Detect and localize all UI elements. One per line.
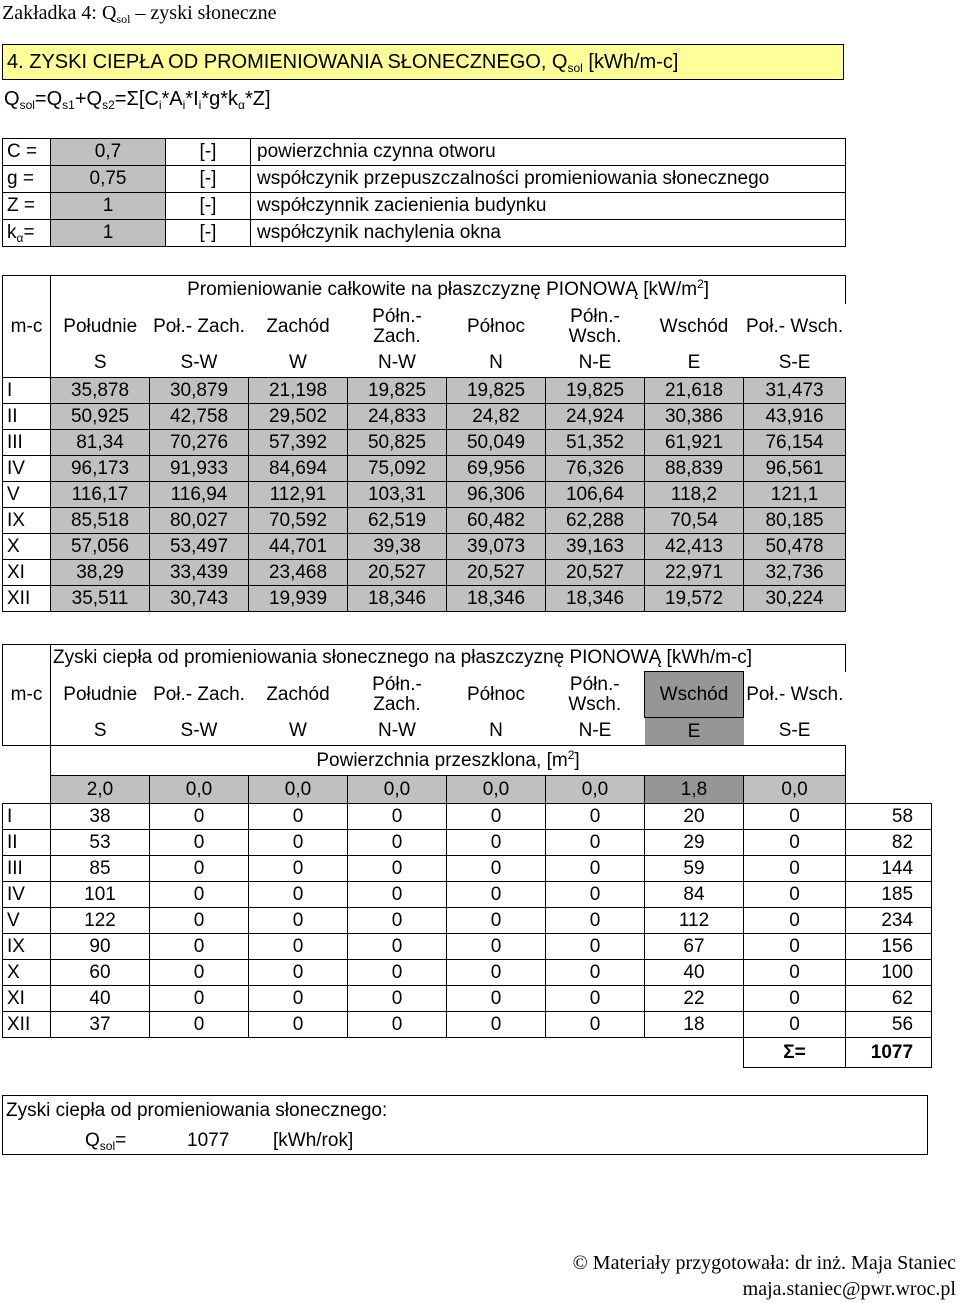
radiation-row (3, 456, 846, 482)
gain-value: 22 (645, 986, 744, 1012)
tab-title: Zakładka 4: $Q_{sol}$ – zyski słoneczne (2, 2, 277, 26)
radiation-value: 30,743 (150, 586, 249, 612)
radiation-value: 33,439 (150, 560, 249, 586)
gain-value: 0 (744, 986, 846, 1012)
direction-header: Zachód (266, 683, 330, 705)
direction-row (3, 672, 932, 718)
month-label: II (3, 404, 51, 430)
direction-header: Poł.- Zach. (153, 683, 245, 705)
param-symbol: C = (3, 139, 51, 166)
gain-total: 100 (846, 960, 932, 986)
gain-total: 62 (846, 986, 932, 1012)
radiation-value: 39,073 (447, 534, 546, 560)
radiation-value: 80,185 (744, 508, 846, 534)
direction-code: N (447, 718, 546, 746)
direction-row (3, 304, 846, 350)
month-label: I (3, 378, 51, 404)
gain-value: 59 (645, 856, 744, 882)
radiation-value: 35,511 (51, 586, 150, 612)
param-description: współczynnik zacienienia budynku (251, 193, 846, 220)
gain-value: 0 (546, 960, 645, 986)
gain-value: 101 (51, 882, 150, 908)
param-value: 0,75 (51, 166, 166, 193)
gain-value: 40 (645, 960, 744, 986)
radiation-value: 19,825 (447, 378, 546, 404)
param-description: współczynik nachylenia okna (251, 220, 846, 247)
gain-value: 0 (150, 908, 249, 934)
radiation-value: 38,29 (51, 560, 150, 586)
radiation-value: 19,825 (546, 378, 645, 404)
direction-code: N-W (348, 350, 447, 378)
gains-row (3, 882, 932, 908)
gain-value: 0 (744, 908, 846, 934)
blank-cell (150, 1038, 249, 1068)
gain-value: 18 (645, 1012, 744, 1038)
param-unit: [-] (166, 166, 251, 193)
gain-value: 0 (744, 856, 846, 882)
gain-value: 0 (546, 830, 645, 856)
blank-cell (3, 1038, 51, 1068)
blank-cell (348, 1038, 447, 1068)
direction-code: W (249, 350, 348, 378)
radiation-value: 19,572 (645, 586, 744, 612)
gain-value: 0 (546, 804, 645, 830)
direction-header: Północ (466, 683, 526, 705)
radiation-value: 84,694 (249, 456, 348, 482)
radiation-value: 70,276 (150, 430, 249, 456)
gain-value: 0 (150, 856, 249, 882)
gain-value: 0 (249, 1012, 348, 1038)
direction-code: S-E (744, 350, 846, 378)
radiation-value: 112,91 (249, 482, 348, 508)
radiation-value: 76,326 (546, 456, 645, 482)
direction-header: Półn.- Zach. (372, 673, 422, 715)
month-label: II (3, 830, 51, 856)
radiation-value: 42,413 (645, 534, 744, 560)
direction-code: N-E (546, 350, 645, 378)
direction-code: N-E (546, 718, 645, 746)
gain-value: 0 (150, 830, 249, 856)
param-unit: [-] (166, 220, 251, 247)
direction-header: Południe (63, 315, 138, 337)
radiation-value: 103,31 (348, 482, 447, 508)
month-label: IX (3, 508, 51, 534)
section-title: 4. ZYSKI CIEPŁA OD PROMIENIOWANIA SŁONECZNEGO, $Q_{sol}$ [kWh/m-c] (2, 44, 844, 80)
direction-code: E (645, 718, 744, 746)
gain-value: 0 (150, 986, 249, 1012)
param-row (3, 193, 846, 220)
gains-row (3, 856, 932, 882)
gain-value: 53 (51, 830, 150, 856)
radiation-value: 19,939 (249, 586, 348, 612)
code-row (3, 350, 846, 378)
direction-code: S (51, 350, 150, 378)
radiation-value: 39,38 (348, 534, 447, 560)
radiation-value: 96,561 (744, 456, 846, 482)
param-value: 1 (51, 193, 166, 220)
radiation-value: 116,17 (51, 482, 150, 508)
direction-code: W (249, 718, 348, 746)
radiation-value: 50,049 (447, 430, 546, 456)
gain-value: 0 (744, 882, 846, 908)
blank-cell (846, 746, 932, 776)
gain-total: 56 (846, 1012, 932, 1038)
radiation-value: 24,924 (546, 404, 645, 430)
gain-value: 0 (447, 882, 546, 908)
radiation-value: 53,497 (150, 534, 249, 560)
gain-value: 0 (546, 986, 645, 1012)
gain-value: 40 (51, 986, 150, 1012)
area-value: 0,0 (150, 776, 249, 804)
radiation-value: 18,346 (447, 586, 546, 612)
param-symbol: Z = (3, 193, 51, 220)
month-label: V (3, 482, 51, 508)
gain-value: 0 (447, 856, 546, 882)
blank-cell (846, 672, 932, 718)
blank-cell (249, 1038, 348, 1068)
formula: $Q_{sol}=Q_{s1}+Q_{s2}=\Sigma[C_i*A_i*I_i*g*k_\alpha*Z]$ (4, 88, 271, 112)
gain-value: 0 (447, 804, 546, 830)
gain-value: 0 (744, 830, 846, 856)
param-symbol: $k_\alpha=$ (3, 220, 51, 247)
gain-value: 0 (447, 830, 546, 856)
gain-value: 0 (447, 960, 546, 986)
month-label: XII (3, 586, 51, 612)
radiation-value: 42,758 (150, 404, 249, 430)
radiation-row (3, 508, 846, 534)
param-description: powierzchnia czynna otworu (251, 139, 846, 166)
radiation-value: 96,306 (447, 482, 546, 508)
gain-value: 0 (744, 960, 846, 986)
gain-value: 0 (447, 934, 546, 960)
sum-label: Σ= (744, 1038, 846, 1068)
gain-value: 0 (546, 934, 645, 960)
direction-header: Północ (466, 315, 526, 337)
radiation-value: 32,736 (744, 560, 846, 586)
gain-value: 0 (348, 908, 447, 934)
gain-value: 0 (348, 804, 447, 830)
radiation-title-row (3, 276, 846, 304)
month-label: V (3, 908, 51, 934)
area-value: 0,0 (348, 776, 447, 804)
month-label: X (3, 960, 51, 986)
sum-value: 1077 (846, 1038, 932, 1068)
radiation-title: Promieniowanie całkowite na płaszczyznę PIONOWĄ $[kW/m^2]$ (51, 276, 846, 304)
radiation-value: 70,54 (645, 508, 744, 534)
param-value: 1 (51, 220, 166, 247)
gain-value: 0 (150, 882, 249, 908)
direction-header: Poł.- Wsch. (745, 315, 844, 337)
summary-unit: [kWh/rok] (273, 1130, 354, 1151)
direction-code: E (645, 350, 744, 378)
footer-author: © Materiały przygotowała: dr inż. Maja Staniec (572, 1252, 956, 1274)
direction-header: Zachód (266, 315, 330, 337)
gain-value: 0 (546, 908, 645, 934)
gain-value: 0 (150, 1012, 249, 1038)
param-unit: [-] (166, 193, 251, 220)
month-label: X (3, 534, 51, 560)
gain-value: 0 (447, 986, 546, 1012)
gain-value: 0 (546, 856, 645, 882)
blank-cell (546, 1038, 645, 1068)
radiation-value: 35,878 (51, 378, 150, 404)
month-label: IX (3, 934, 51, 960)
direction-code: N (447, 350, 546, 378)
gain-value: 0 (249, 804, 348, 830)
gain-value: 0 (348, 882, 447, 908)
summary-q-label: $Q_{sol}=$ (85, 1130, 127, 1153)
radiation-value: 39,163 (546, 534, 645, 560)
param-row (3, 139, 846, 166)
radiation-value: 69,956 (447, 456, 546, 482)
radiation-value: 116,94 (150, 482, 249, 508)
area-value: 0,0 (744, 776, 846, 804)
radiation-value: 18,346 (546, 586, 645, 612)
gain-value: 0 (249, 882, 348, 908)
gains-row (3, 960, 932, 986)
summary-value: 1077 (187, 1130, 230, 1151)
radiation-row (3, 482, 846, 508)
param-symbol: g = (3, 166, 51, 193)
gain-value: 0 (447, 908, 546, 934)
gains-row (3, 830, 932, 856)
radiation-value: 62,519 (348, 508, 447, 534)
gain-value: 20 (645, 804, 744, 830)
gain-total: 82 (846, 830, 932, 856)
area-value: 0,0 (546, 776, 645, 804)
radiation-value: 60,482 (447, 508, 546, 534)
gain-value: 0 (150, 960, 249, 986)
radiation-row (3, 378, 846, 404)
radiation-value: 18,346 (348, 586, 447, 612)
radiation-value: 81,34 (51, 430, 150, 456)
gain-value: 0 (348, 856, 447, 882)
code-row (3, 718, 932, 746)
blank-cell (846, 718, 932, 746)
gains-row (3, 986, 932, 1012)
radiation-row (3, 586, 846, 612)
area-value: 1,8 (645, 776, 744, 804)
month-label: IV (3, 882, 51, 908)
radiation-value: 22,971 (645, 560, 744, 586)
radiation-row (3, 534, 846, 560)
radiation-value: 121,1 (744, 482, 846, 508)
radiation-value: 30,224 (744, 586, 846, 612)
radiation-value: 20,527 (447, 560, 546, 586)
area-value: 0,0 (249, 776, 348, 804)
gain-value: 0 (744, 1012, 846, 1038)
radiation-value: 50,925 (51, 404, 150, 430)
gain-value: 0 (249, 830, 348, 856)
gain-value: 60 (51, 960, 150, 986)
blank-cell (3, 776, 51, 804)
month-label: XI (3, 986, 51, 1012)
radiation-value: 88,839 (645, 456, 744, 482)
gain-value: 122 (51, 908, 150, 934)
gain-value: 37 (51, 1012, 150, 1038)
gains-title: Zyski ciepła od promieniowania słonecznego na płaszczyznę PIONOWĄ [kWh/m-c] (51, 645, 846, 672)
gain-value: 84 (645, 882, 744, 908)
direction-code: N-W (348, 718, 447, 746)
area-value: 0,0 (447, 776, 546, 804)
gain-value: 0 (546, 1012, 645, 1038)
gain-total: 58 (846, 804, 932, 830)
radiation-value: 31,473 (744, 378, 846, 404)
gain-value: 0 (348, 1012, 447, 1038)
blank-cell (846, 645, 932, 672)
gain-value: 0 (249, 856, 348, 882)
gain-value: 90 (51, 934, 150, 960)
area-row (3, 776, 932, 804)
radiation-value: 20,527 (546, 560, 645, 586)
radiation-value: 61,921 (645, 430, 744, 456)
radiation-value: 62,288 (546, 508, 645, 534)
month-label: III (3, 430, 51, 456)
direction-code: S-W (150, 350, 249, 378)
radiation-value: 30,879 (150, 378, 249, 404)
radiation-value: 20,527 (348, 560, 447, 586)
gain-value: 0 (150, 804, 249, 830)
radiation-value: 51,352 (546, 430, 645, 456)
direction-code: S-W (150, 718, 249, 746)
gains-row (3, 908, 932, 934)
radiation-table (2, 275, 846, 612)
summary-box (2, 1095, 928, 1155)
month-label: I (3, 804, 51, 830)
gain-total: 185 (846, 882, 932, 908)
gains-row (3, 804, 932, 830)
radiation-value: 57,056 (51, 534, 150, 560)
radiation-row (3, 404, 846, 430)
radiation-value: 24,82 (447, 404, 546, 430)
radiation-value: 96,173 (51, 456, 150, 482)
param-row (3, 220, 846, 247)
direction-header: Półn.- Wsch. (568, 673, 622, 715)
radiation-value: 57,392 (249, 430, 348, 456)
radiation-value: 118,2 (645, 482, 744, 508)
radiation-value: 80,027 (150, 508, 249, 534)
param-value: 0,7 (51, 139, 166, 166)
month-label: III (3, 856, 51, 882)
direction-header: Półn.- Zach. (372, 305, 422, 347)
gain-value: 85 (51, 856, 150, 882)
radiation-value: 50,478 (744, 534, 846, 560)
blank-cell (447, 1038, 546, 1068)
radiation-value: 23,468 (249, 560, 348, 586)
radiation-value: 30,386 (645, 404, 744, 430)
radiation-value: 85,518 (51, 508, 150, 534)
radiation-value: 43,916 (744, 404, 846, 430)
gain-value: 0 (150, 934, 249, 960)
footer-email[interactable]: maja.staniec@pwr.wroc.pl (742, 1278, 956, 1300)
radiation-value: 50,825 (348, 430, 447, 456)
direction-code: S-E (744, 718, 846, 746)
month-header: m-c (3, 645, 51, 746)
radiation-value: 29,502 (249, 404, 348, 430)
gain-value: 0 (348, 830, 447, 856)
radiation-value: 76,154 (744, 430, 846, 456)
gain-value: 0 (348, 986, 447, 1012)
param-description: współczynik przepuszczalności promieniowania słonecznego (251, 166, 846, 193)
area-label: Powierzchnia przeszklona, $[m^2]$ (51, 746, 846, 776)
gains-table (2, 644, 932, 1068)
month-header: m-c (3, 276, 51, 378)
gain-value: 0 (249, 986, 348, 1012)
gain-value: 0 (249, 908, 348, 934)
blank-cell (3, 746, 51, 776)
direction-header: Poł.- Zach. (153, 315, 245, 337)
gain-value: 0 (744, 934, 846, 960)
radiation-value: 24,833 (348, 404, 447, 430)
radiation-value: 91,933 (150, 456, 249, 482)
blank-cell (846, 776, 932, 804)
direction-header: Półn.- Wsch. (568, 305, 622, 347)
radiation-row (3, 430, 846, 456)
direction-code: S (51, 718, 150, 746)
param-unit: [-] (166, 139, 251, 166)
month-label: IV (3, 456, 51, 482)
area-value: 2,0 (51, 776, 150, 804)
param-row (3, 166, 846, 193)
gain-value: 29 (645, 830, 744, 856)
direction-header: Wschód (645, 672, 744, 718)
summary-label: Zyski ciepła od promieniowania słonecznego: (6, 1100, 388, 1121)
blank-cell (51, 1038, 150, 1068)
direction-header: Wschód (659, 315, 729, 337)
gain-total: 156 (846, 934, 932, 960)
gains-title-row (3, 645, 932, 672)
radiation-row (3, 560, 846, 586)
direction-header: Południe (63, 683, 138, 705)
direction-header: Poł.- Wsch. (746, 683, 844, 705)
radiation-value: 106,64 (546, 482, 645, 508)
month-label: XI (3, 560, 51, 586)
gain-total: 234 (846, 908, 932, 934)
radiation-value: 21,198 (249, 378, 348, 404)
gain-value: 0 (348, 960, 447, 986)
gain-value: 0 (348, 934, 447, 960)
gain-value: 112 (645, 908, 744, 934)
radiation-value: 75,092 (348, 456, 447, 482)
gains-row (3, 934, 932, 960)
radiation-value: 21,618 (645, 378, 744, 404)
radiation-value: 70,592 (249, 508, 348, 534)
blank-cell (645, 1038, 744, 1068)
gain-value: 0 (744, 804, 846, 830)
month-label: XII (3, 1012, 51, 1038)
gain-value: 38 (51, 804, 150, 830)
gains-row (3, 1012, 932, 1038)
gain-value: 0 (249, 960, 348, 986)
parameters-table (2, 138, 846, 247)
radiation-value: 44,701 (249, 534, 348, 560)
gain-value: 0 (447, 1012, 546, 1038)
gain-value: 0 (546, 882, 645, 908)
area-label-row (3, 746, 932, 776)
gain-value: 67 (645, 934, 744, 960)
sum-row (3, 1038, 932, 1068)
radiation-value: 19,825 (348, 378, 447, 404)
gain-total: 144 (846, 856, 932, 882)
gain-value: 0 (249, 934, 348, 960)
